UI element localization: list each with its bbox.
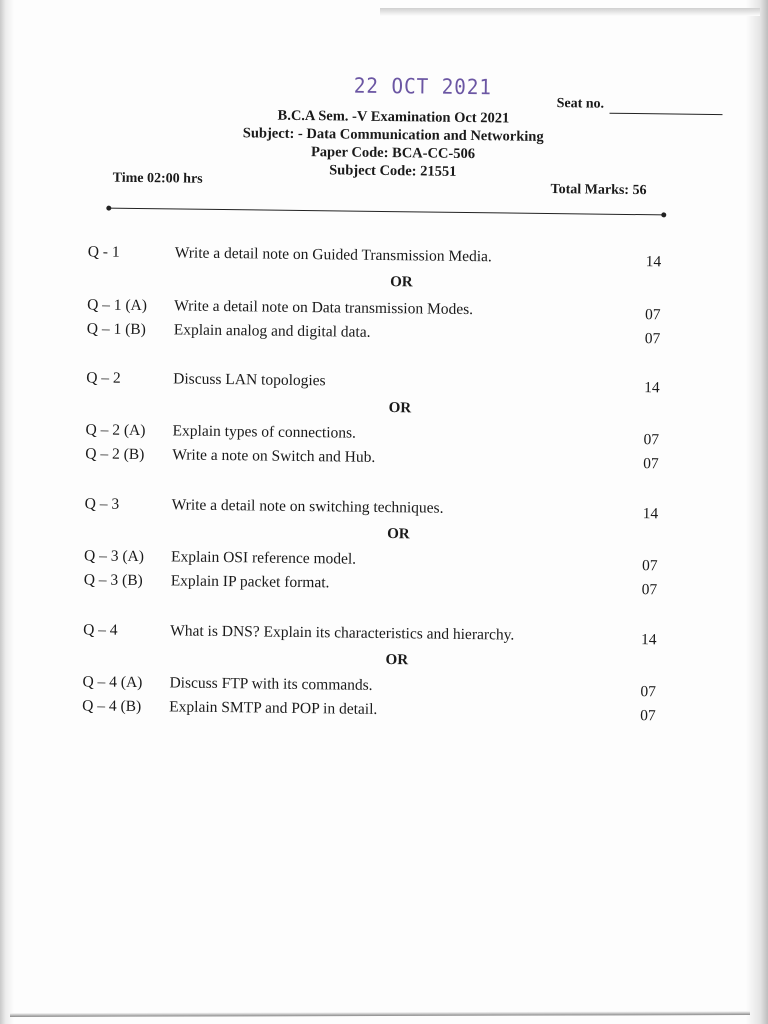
question-text: Discuss LAN topologies bbox=[173, 370, 326, 390]
question-marks: 07 bbox=[641, 557, 658, 575]
question-marks: 07 bbox=[640, 683, 657, 701]
subject-line: Subject: - Data Communication and Networking bbox=[242, 125, 544, 145]
question-text: Write a detail note on switching techniques. bbox=[171, 496, 444, 517]
question-text: Write a detail note on Data transmission Modes. bbox=[174, 297, 474, 319]
question-number: Q – 3 (B) bbox=[83, 571, 143, 590]
question-text: Discuss FTP with its commands. bbox=[169, 674, 373, 694]
question-marks: 14 bbox=[644, 379, 660, 397]
question-text: Write a note on Switch and Hub. bbox=[172, 446, 376, 466]
or-separator: OR bbox=[390, 274, 413, 291]
question-text: Write a detail note on Guided Transmission Media. bbox=[174, 244, 492, 266]
question-row bbox=[2, 242, 768, 273]
subject-code: Subject Code: 21551 bbox=[329, 162, 457, 180]
question-marks: 14 bbox=[645, 253, 662, 271]
question-row bbox=[0, 620, 765, 651]
seat-no-blank bbox=[610, 113, 723, 115]
question-marks: 07 bbox=[640, 707, 656, 725]
question-number: Q – 4 bbox=[83, 621, 118, 639]
question-number: Q – 3 (A) bbox=[83, 547, 145, 566]
question-text: Explain SMTP and POP in detail. bbox=[169, 698, 378, 718]
or-separator: OR bbox=[385, 652, 409, 669]
question-number: Q – 4 (A) bbox=[82, 673, 143, 692]
question-marks: 14 bbox=[642, 505, 659, 523]
question-number: Q – 1 (B) bbox=[86, 320, 146, 339]
question-marks: 07 bbox=[643, 431, 660, 449]
exam-title: B.C.A Sem. -V Examination Oct 2021 bbox=[277, 107, 510, 127]
question-number: Q – 3 bbox=[84, 495, 120, 513]
question-number: Q – 4 (B) bbox=[82, 697, 142, 716]
question-marks: 07 bbox=[641, 581, 658, 599]
question-marks: 07 bbox=[644, 306, 661, 324]
question-text: Explain IP packet format. bbox=[170, 572, 330, 592]
question-number: Q – 2 bbox=[86, 369, 121, 387]
question-marks: 07 bbox=[644, 330, 661, 348]
seat-no-label: Seat no. bbox=[556, 96, 605, 112]
question-text: Explain OSI reference model. bbox=[170, 548, 357, 568]
question-number: Q - 1 bbox=[87, 243, 120, 261]
date-stamp: 22 OCT 2021 bbox=[353, 73, 493, 100]
question-number: Q – 2 (A) bbox=[85, 421, 146, 440]
or-separator: OR bbox=[387, 526, 410, 543]
question-row bbox=[0, 368, 768, 399]
question-marks: 07 bbox=[643, 455, 659, 473]
question-text: What is DNS? Explain its characteristics and hierarchy. bbox=[170, 622, 515, 644]
question-marks: 14 bbox=[640, 631, 657, 649]
paper-code: Paper Code: BCA-CC-506 bbox=[310, 144, 476, 163]
exam-header bbox=[203, 106, 584, 183]
question-number: Q – 1 (A) bbox=[87, 296, 148, 315]
question-text: Explain types of connections. bbox=[172, 422, 357, 442]
question-number: Q – 2 (B) bbox=[85, 445, 145, 464]
or-separator: OR bbox=[388, 400, 412, 417]
question-row bbox=[0, 494, 767, 525]
question-text: Explain analog and digital data. bbox=[173, 321, 371, 341]
time-allowed: Time 02:00 hrs bbox=[112, 170, 203, 187]
total-marks: Total Marks: 56 bbox=[550, 182, 647, 199]
header-divider bbox=[108, 208, 664, 216]
